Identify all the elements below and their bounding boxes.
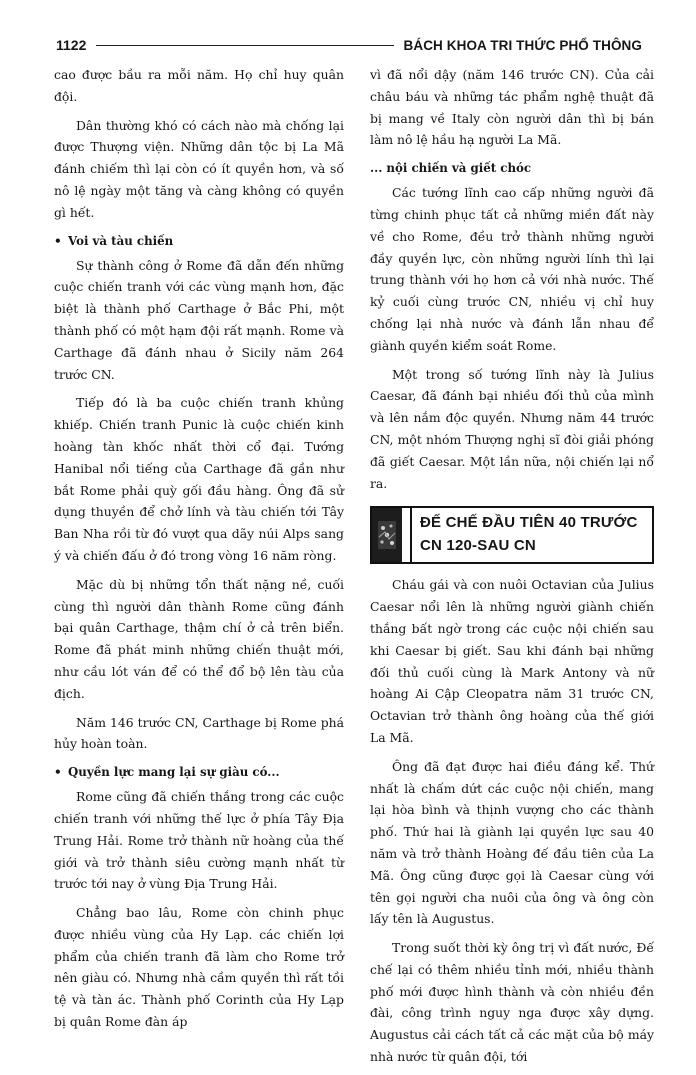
section-heading — [54, 762, 344, 782]
paragraph: Năm 146 trước CN, Carthage bị Rome phá hủy hoàn toàn. — [54, 714, 344, 752]
header-rule — [96, 45, 393, 46]
section-title-line: CN 120-SAU CN — [420, 537, 536, 555]
paragraph: Chẳng bao lâu, Rome còn chinh phục được nhiều vùng của Hy Lạp. các chiến lợi phẩm của chiến tranh đã làm cho Rome trở nên giàu có. Nhưng nhà cầm quyền thì rất tồi tệ và tàn ác. Thành phố Corinth của Hy Lạp bị quân Rome đàn áp — [54, 905, 344, 1030]
heading-text: Quyền lực mang lại sự giàu có... — [68, 765, 280, 780]
bullet-icon: • — [54, 233, 62, 248]
section-title — [410, 508, 652, 562]
heading-text: ... nội chiến và giết chóc — [370, 161, 532, 176]
ornament-icon — [372, 508, 402, 562]
paragraph: Ông đã đạt được hai điều đáng kể. Thứ nhất là chấm dứt các cuộc nội chiến, mang lại hòa bình và thịnh vượng cho các thành phố. Thứ hai là giành lại quyền lực sau 40 năm và trở thành Hoàng đế đầu tiên của La Mã. Ông cũng được gọi là Caesar cùng với tên gọi người cha nuôi của ông và ông còn lấy tên là Augustus. — [370, 758, 654, 927]
paragraph: Cháu gái và con nuôi Octavian của Julius Caesar nổi lên là những người giành chiến thắng bất ngờ trong các cuộc nội chiến sau khi Caesar bị giết. Sau khi đánh bại những đối thủ cuối cùng là Mark Antony và nữ hoàng Ai Cập Cleopatra năm 31 trước CN, Octavian trở thành ông hoàng của thế giới La Mã. — [370, 577, 654, 745]
page-number: 1122 — [56, 37, 87, 53]
paragraph: Sự thành công ở Rome đã dẫn đến những cuộc chiến tranh với các vùng mạnh hơn, đặc biệt là thành phố Carthage ở Bắc Phi, một thành phố có một hạm đội rất mạnh. Rome và Carthage đã đánh nhau ở Sicily năm 264 trước CN. — [54, 257, 344, 382]
section-heading — [370, 158, 654, 178]
section-heading — [54, 231, 344, 251]
paragraph: cao được bầu ra mỗi năm. Họ chỉ huy quân đội. — [54, 67, 344, 104]
section-title-line: ĐẾ CHẾ ĐẦU TIÊN 40 TRƯỚC — [420, 514, 638, 532]
paragraph: Các tướng lĩnh cao cấp những người đã từng chinh phục tất cả những miền đất này về cho Rome, đều trở thành những người đầy quyền lực, còn những người lính thì lại trung thành với họ hơn cả với nhà nước. Thế kỷ cuối cùng trước CN, nhiều vị chỉ huy chống lại nhà nước và đánh lẫn nhau để giành quyền kiểm soát Rome. — [370, 185, 654, 353]
heading-text: Voi và tàu chiến — [68, 233, 174, 248]
running-title: BÁCH KHOA TRI THỨC PHỔ THÔNG — [403, 37, 642, 53]
section-title-box — [370, 506, 654, 564]
paragraph: Trong suốt thời kỳ ông trị vì đất nước, Đế chế lại có thêm nhiều tỉnh mới, nhiều thành phố mới được hình thành và còn nhiều đền đài, công trình nguy nga được xây dựng. Augustus cải cách tất cả các mặt của bộ máy nhà nước từ quân đội, tới — [370, 940, 654, 1065]
paragraph: Một trong số tướng lĩnh này là Julius Caesar, đã đánh bại nhiều đối thủ của mình và lên nắm độc quyền. Nhưng năm 44 trước CN, một nhóm Thượng nghị sĩ đòi giải phóng đã giết Caesar. Một lần nữa, nội chiến lại nổ ra. — [370, 366, 654, 491]
left-column — [54, 64, 344, 1040]
paragraph: vì đã nổi dậy (năm 146 trước CN). Của cải châu báu và những tác phẩm nghệ thuật đã bị mang về Italy còn người dân thì bị bán làm nô lệ hầu hạ người La Mã. — [370, 67, 654, 148]
paragraph: Mặc dù bị những tổn thất nặng nề, cuối cùng thì người dân thành Rome cũng đánh bại quân Carthage, thậm chí ở cả trên biển. Rome đã phát minh những chiến thuật mới, như cầu lót ván để có thể đổ bộ lên tàu của địch. — [54, 576, 344, 701]
bullet-icon: • — [54, 765, 62, 780]
paragraph: Tiếp đó là ba cuộc chiến tranh khủng khiếp. Chiến tranh Punic là cuộc chiến kinh hoàng tàn khốc nhất thời cổ đại. Tướng Hanibal nổi tiếng của Carthage đã gần như bắt Rome phải quỳ gối đầu hàng. Ông đã sử dụng thuyền để chở lính và tàu chiến tới Tây Ban Nha rồi từ đó vượt qua dãy núi Alps sang ý và chiến đấu ở đó trong vòng 16 năm ròng. — [54, 395, 344, 563]
paragraph: Rome cũng đã chiến thắng trong các cuộc chiến tranh với những thế lực ở phía Tây Địa Trung Hải. Rome trở thành nữ hoàng của thế giới và trở thành siêu cường mạnh nhất từ trước tới nay ở vùng Địa Trung Hải. — [54, 789, 344, 892]
paragraph: Dân thường khó có cách nào mà chống lại được Thượng viện. Những dân tộc bị La Mã đánh chiếm thì lại còn có ít quyền hơn, và số nô lệ ngày một tăng và càng không có quyền gì hết. — [54, 117, 344, 220]
right-column — [370, 64, 654, 1075]
page-header — [56, 34, 642, 56]
